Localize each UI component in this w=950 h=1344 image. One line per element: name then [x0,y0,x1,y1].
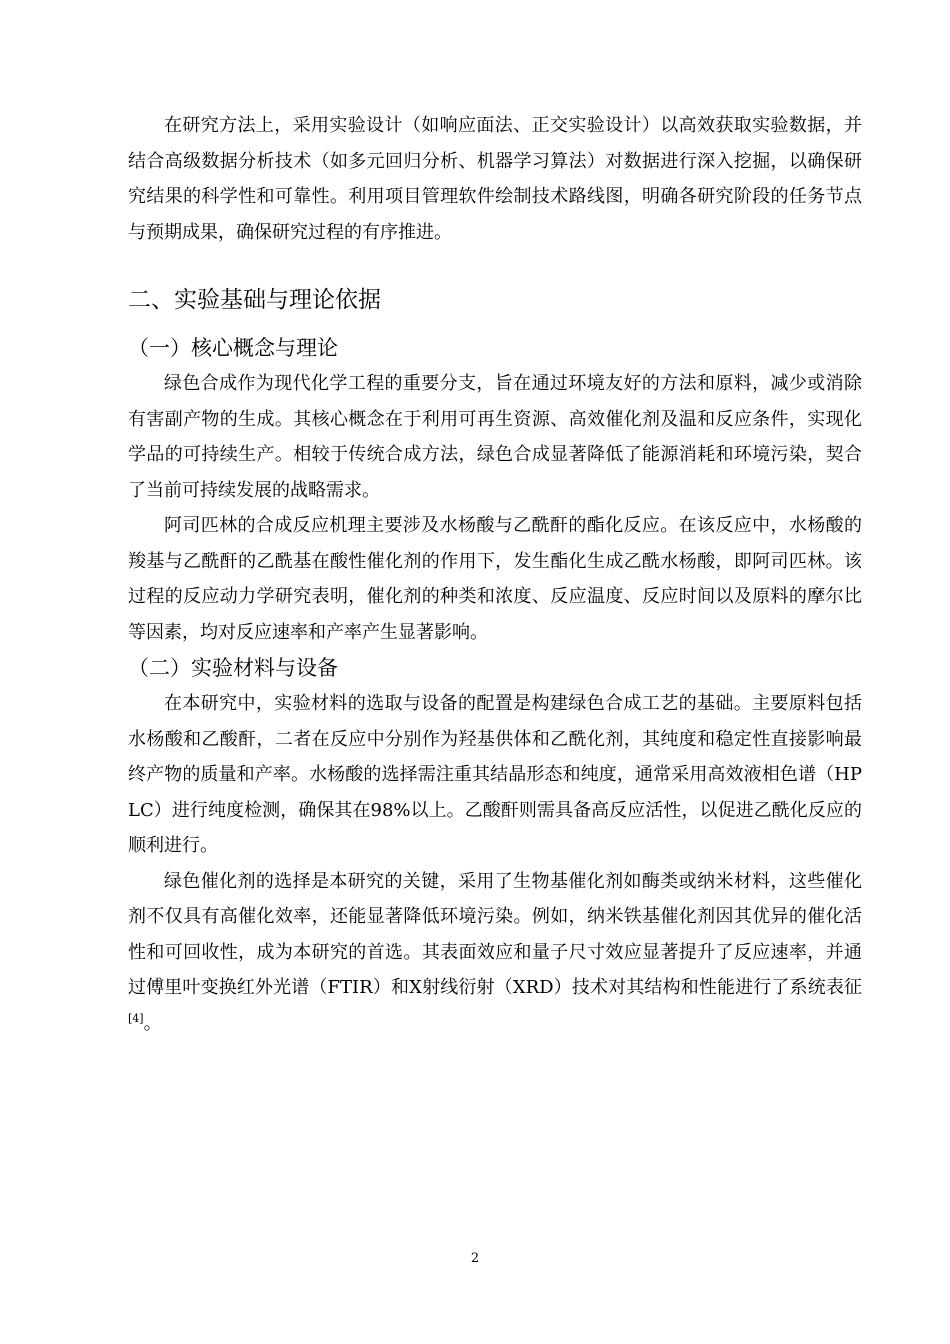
paragraph-materials: 在本研究中，实验材料的选取与设备的配置是构建绿色合成工艺的基础。主要原料包括水杨酸和乙酸酐，二者在反应中分别作为羟基供体和乙酰化剂，其纯度和稳定性直接影响最终产物的质量和产率。水杨酸的选择需注重其结晶形态和纯度，通常采用高效液相色谱（HPLC）进行纯度检测，确保其在98%以上。乙酸酐则需具备高反应活性，以促进乙酰化反应的顺利进行。 [128,693,862,856]
paragraph-catalyst-text: 绿色催化剂的选择是本研究的关键，采用了生物基催化剂如酶类或纳米材料，这些催化剂不仅具有高催化效率，还能显著降低环境污染。例如，纳米铁基催化剂因其优异的催化活性和可回收性，成为本研究的首选。其表面效应和量子尺寸效应显著提升了反应速率，并通过傅里叶变换红外光谱（FTIR）和X射线衍射（XRD）技术对其结构和性能进行了系统表征 [128,870,862,998]
section-heading: 二、实验基础与理论依据 [128,287,381,313]
citation-reference[interactable]: [4] [128,1011,144,1025]
paragraph-reaction-mechanism: 阿司匹林的合成反应机理主要涉及水杨酸与乙酰酐的酯化反应。在该反应中，水杨酸的羧基与乙酰酐的乙酰基在酸性催化剂的作用下，发生酯化生成乙酰水杨酸，即阿司匹林。该过程的反应动力学研究表明，催化剂的种类和浓度、反应温度、反应时间以及原料的摩尔比等因素，均对反应速率和产率产生显著影响。 [128,515,862,643]
paragraph-green-synthesis: 绿色合成作为现代化学工程的重要分支，旨在通过环境友好的方法和原料，减少或消除有害副产物的生成。其核心概念在于利用可再生资源、高效催化剂及温和反应条件，实现化学品的可持续生产。相较于传统合成方法，绿色合成显著降低了能源消耗和环境污染，契合了当前可持续发展的战略需求。 [128,373,862,501]
page-number: 2 [470,1251,480,1266]
subsection-heading-core-concepts: （一）核心概念与理论 [128,336,338,360]
paragraph-catalyst [128,864,862,1042]
page-content [128,108,862,1041]
paragraph-catalyst-end: 。 [143,1012,162,1034]
intro-paragraph: 在研究方法上，采用实验设计（如响应面法、正交实验设计）以高效获取实验数据，并结合高级数据分析技术（如多元回归分析、机器学习算法）对数据进行深入挖掘，以确保研究结果的科学性和可靠性。利用项目管理软件绘制技术路线图，明确各研究阶段的任务节点与预期成果，确保研究过程的有序推进。 [128,115,862,243]
subsection-heading-materials-equipment: （二）实验材料与设备 [128,656,338,680]
